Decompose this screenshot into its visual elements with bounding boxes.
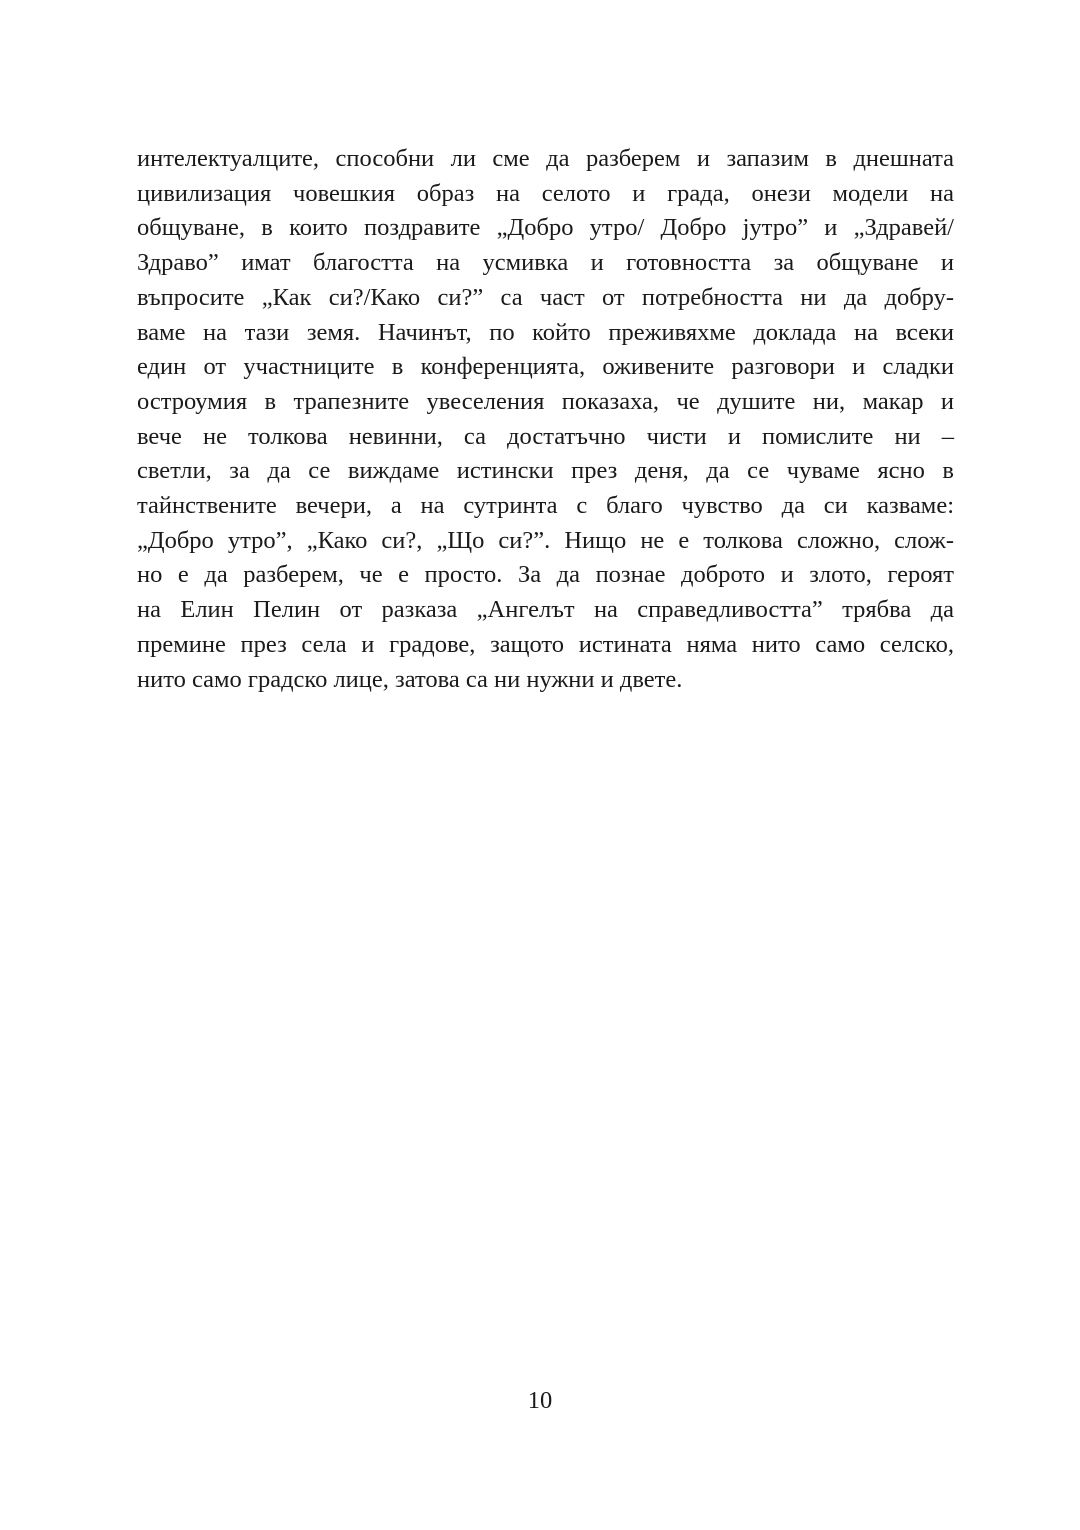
paragraph-line: „Добро утро”, „Како си?, „Що си?”. Нищо не е толкова сложно, слож-: [137, 526, 954, 554]
paragraph-line: на Елин Пелин от разказа „Ангелът на справедливостта” трябва да: [137, 596, 954, 624]
paragraph-line: Здраво” имат благостта на усмивка и готовността за общуване и: [137, 249, 954, 277]
paragraph-line: един от участниците в конференцията, оживените разговори и сладки: [137, 353, 954, 381]
paragraph-line: интелектуалците, способни ли сме да разберем и запазим в днешната: [137, 145, 954, 172]
paragraph-line: премине през села и градове, защото истината няма нито само селско,: [137, 630, 954, 658]
page-number: 10: [527, 1387, 553, 1414]
paragraph-line: тайнствените вечери, а на сутринта с благо чувство да си казваме:: [137, 492, 954, 520]
paragraph-line: но е да разберем, че е просто. За да познае доброто и злото, героят: [137, 561, 954, 589]
paragraph-line: нито само градско лице, затова са ни нужни и двете.: [137, 665, 683, 693]
paragraph-line: светли, за да се виждаме истински през деня, да се чуваме ясно в: [137, 457, 954, 485]
paragraph-line: общуване, в които поздравите „Добро утро/ Добро јутро” и „Здравей/: [137, 214, 954, 242]
body-paragraph: [137, 142, 954, 697]
paragraph-line: цивилизация човешкия образ на селото и града, онези модели на: [137, 179, 954, 207]
paragraph-line: ваме на тази земя. Начинът, по който преживяхме доклада на всеки: [137, 318, 954, 346]
paragraph-line: остроумия в трапезните увеселения показаха, че душите ни, макар и: [137, 387, 954, 415]
paragraph-line: въпросите „Как си?/Како си?” са част от потребността ни да добру-: [137, 283, 954, 311]
paragraph-line: вече не толкова невинни, са достатъчно чисти и помислите ни –: [137, 422, 954, 450]
